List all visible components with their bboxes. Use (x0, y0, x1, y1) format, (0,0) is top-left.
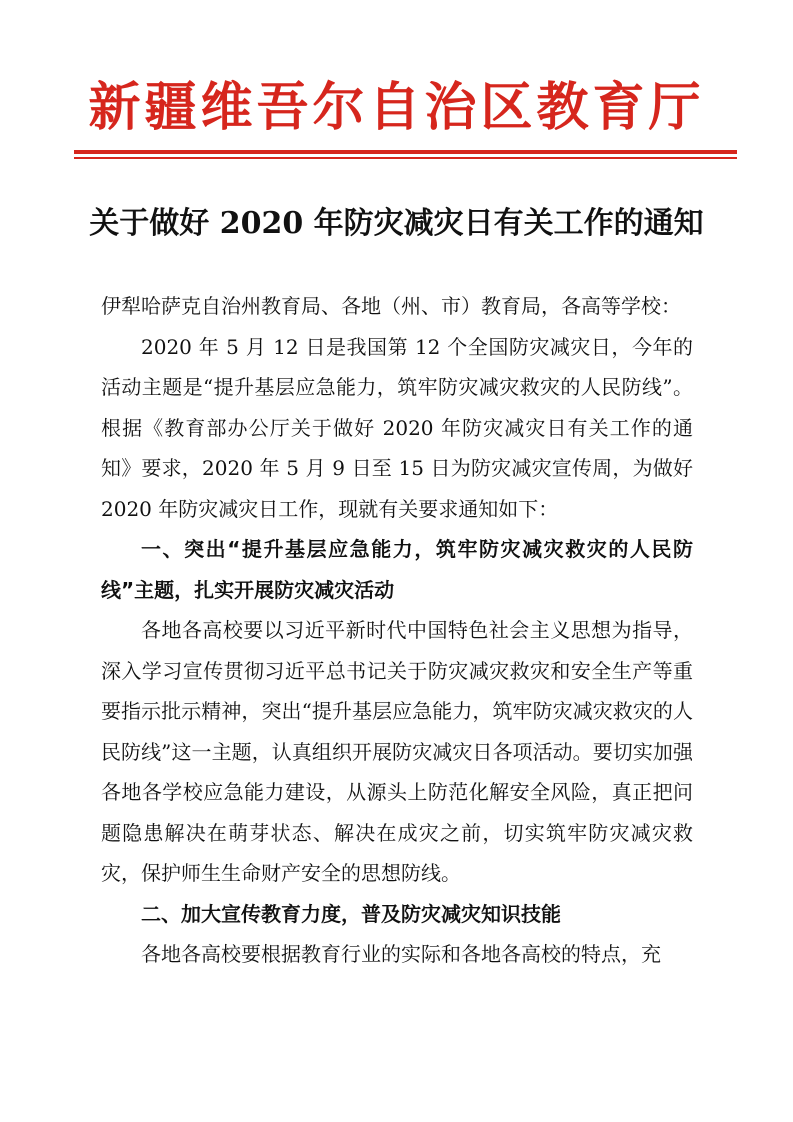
paragraph-intro: 2020 年 5 月 12 日是我国第 12 个全国防灾减灾日，今年的活动主题是“提升基层应急能力，筑牢防灾减灾救灾的人民防线”。根据《教育部办公厅关于做好 2020 年防灾减灾日有关工作的通知》要求，2020 年 5 月 9 日至 15 日为防灾减灾宣传周，为做好 2020 年防灾减灾日工作，现就有关要求通知如下： (101, 334, 693, 521)
paragraph-section-1: 各地各高校要以习近平新时代中国特色社会主义思想为指导，深入学习宣传贯彻习近平总书记关于防灾减灾救灾和安全生产等重要指示批示精神，突出“提升基层应急能力，筑牢防灾减灾救灾的人民防线”这一主题，认真组织开展防灾减灾日各项活动。要切实加强各地各学校应急能力建设，从源头上防范化解安全风险，真正把问题隐患解决在萌芽状态、解决在成灾之前，切实筑牢防灾减灾救灾，保护师生生命财产安全的思想防线。 (101, 618, 693, 885)
document-title: 关于做好 2020 年防灾减灾日有关工作的通知 (89, 206, 704, 241)
section-heading-2: 二、加大宣传教育力度，普及防灾减灾知识技能 (141, 901, 561, 926)
letterhead-org-name: 新疆维吾尔自治区教育厅 (88, 77, 705, 138)
letterhead-rule-thick (74, 150, 737, 154)
salutation: 伊犁哈萨克自治州教育局、各地（州、市）教育局，各高等学校： (101, 294, 681, 318)
letterhead-rule-thin (74, 157, 737, 159)
document-body (101, 286, 693, 975)
section-heading-1: 一、突出“提升基层应急能力，筑牢防灾减灾救灾的人民防线”主题，扎实开展防灾减灾活动 (101, 537, 693, 602)
paragraph-section-2: 各地各高校要根据教育行业的实际和各地各高校的特点，充 (141, 942, 661, 966)
